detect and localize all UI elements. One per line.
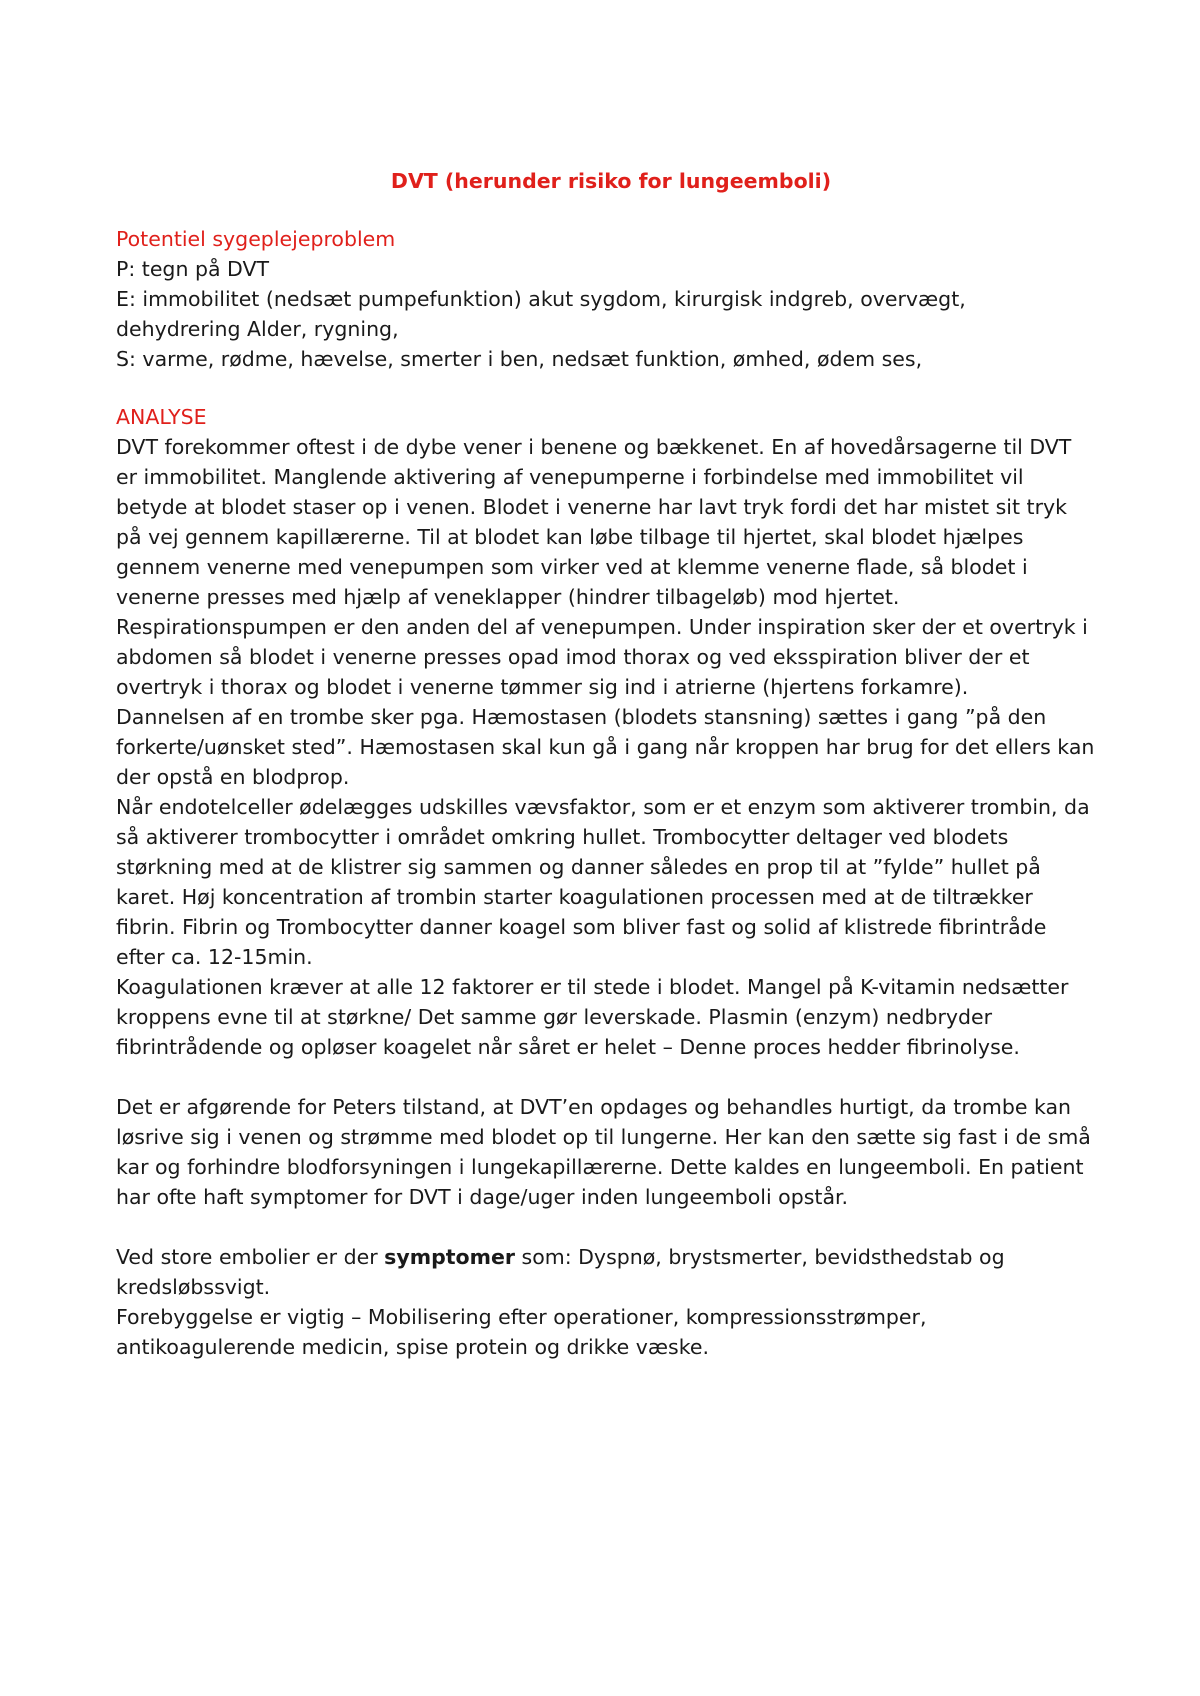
analyse-paragraph-1: DVT forekommer oftest i de dybe vener i benene og bækkenet. En af hovedårsagerne til DVT er immobilitet. Manglende aktivering af venepumperne i forbindelse med immobilitet vil betyde at blodet staser op i venen. Blodet i venerne har lavt tryk fordi det har mistet sit tryk på vej gennem kapillærerne. Til at blodet kan løbe tilbage til hjertet, skal blodet hjælpes gennem venerne med venepumpen som virker ved at klemme venerne flade, så blodet i venerne presses med hjælp af veneklapper (hindrer tilbageløb) mod hjertet. Respirationspumpen er den anden del af venepumpen. Under inspiration sker der et overtryk i abdomen så blodet i venerne presses opad imod thorax og ved eksspiration bliver der et overtryk i thorax og blodet i venerne tømmer sig ind i atrierne (hjertens forkamre). bbox=[116, 435, 1088, 699]
spacer bbox=[116, 1212, 1096, 1242]
problem-heading: Potentiel sygeplejeproblem bbox=[116, 227, 396, 251]
symptoms-paragraph bbox=[116, 1242, 1096, 1302]
analyse-paragraph-3: Når endotelceller ødelægges udskilles vævsfaktor, som er et enzym som aktiverer trombin, da så aktiverer trombocytter i området omkring hullet. Trombocytter deltager ved blodets størkning med at de klistrer sig sammen og danner således en prop til at ”fylde” hullet på karet. Høj koncentration af trombin starter koagulationen processen med at de tiltrækker fibrin. Fibrin og Trombocytter danner koagel som bliver fast og solid af klistrede fibrintråde efter ca. 12-15min. bbox=[116, 795, 1090, 969]
prevention-paragraph: Forebyggelse er vigtig – Mobilisering efter operationer, kompressionsstrømper, antikoagulerende medicin, spise protein og drikke væske. bbox=[116, 1305, 927, 1359]
symptoms-prefix: Ved store embolier er der bbox=[116, 1245, 385, 1269]
analyse-paragraph-2: Dannelsen af en trombe sker pga. Hæmostasen (blodets stansning) sættes i gang ”på den forkerte/uønsket sted”. Hæmostasen skal kun gå i gang når kroppen har brug for det ellers kan der opstå en blodprop. bbox=[116, 705, 1095, 789]
document-body bbox=[116, 166, 1096, 1362]
spacer bbox=[116, 374, 1096, 402]
problem-p-line: P: tegn på DVT bbox=[116, 257, 270, 281]
symptoms-suffix: som: Dyspnø, brystsmerter, bevidsthedstab og kredsløbssvigt. bbox=[116, 1245, 1005, 1299]
analyse-heading: ANALYSE bbox=[116, 405, 207, 429]
problem-s-line: S: varme, rødme, hævelse, smerter i ben, nedsæt funktion, ømhed, ødem ses, bbox=[116, 347, 923, 371]
spacer bbox=[116, 1062, 1096, 1092]
document-title: DVT (herunder risiko for lungeemboli) bbox=[390, 169, 832, 193]
peter-paragraph: Det er afgørende for Peters tilstand, at DVT’en opdages og behandles hurtigt, da trombe kan løsrive sig i venen og strømme med blodet op til lungerne. Her kan den sætte sig fast i de små kar og forhindre blodforsyningen i lungekapillærerne. Dette kaldes en lungeemboli. En patient har ofte haft symptomer for DVT i dage/uger inden lungeemboli opstår. bbox=[116, 1095, 1091, 1209]
problem-e-line: E: immobilitet (nedsæt pumpefunktion) akut sygdom, kirurgisk indgreb, overvægt, dehydrering Alder, rygning, bbox=[116, 287, 966, 341]
analyse-paragraph-4: Koagulationen kræver at alle 12 faktorer er til stede i blodet. Mangel på K-vitamin nedsætter kroppens evne til at størkne/ Det samme gør leverskade. Plasmin (enzym) nedbryder fibrintrådende og opløser koagelet når såret er helet – Denne proces hedder fibrinolyse. bbox=[116, 975, 1069, 1059]
symptoms-keyword: symptomer bbox=[384, 1245, 516, 1269]
